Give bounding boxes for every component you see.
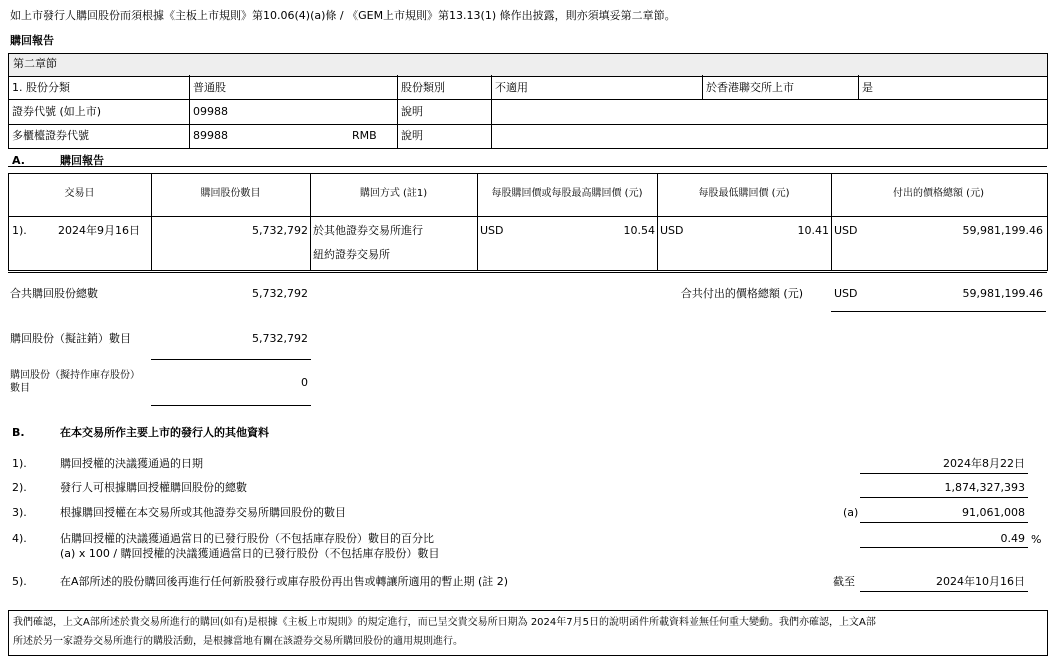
report-title: 購回報告 [10,34,54,47]
b-item-4-unit: % [1031,533,1042,546]
share-type-value: 不適用 [495,81,528,94]
hkex-listed-value: 是 [862,81,873,94]
intro-text: 如上市發行人購回股份而須根據《主板上市規則》第10.06(4)(a)條 / 《GEM上市規則》第13.13(1) 條作出披露，則亦須填妥第二章節。 [10,9,676,22]
header-trade-date: 交易日 [64,188,95,199]
header-max-price: 每股購回價或每股最高購回價 (元) [491,188,643,199]
b-item-1-value: 2024年8月22日 [943,457,1025,470]
total-paid-value: 59,981,199.46 [962,287,1043,300]
header-method: 購回方式 (註1) [359,188,428,199]
share-class-value: 普通股 [193,81,226,94]
share-type-label: 股份類別 [401,81,445,94]
row-min-price: 10.41 [797,224,829,237]
multi-counter-label: 多櫃檯證券代號 [12,129,89,142]
stock-code-value: 09988 [193,105,228,118]
b-item-3-index: 3). [12,506,27,519]
row-trade-date: 2024年9月16日 [58,224,140,237]
multi-counter-currency: RMB [352,129,377,142]
multi-counter-value: 89988 [193,129,228,142]
section2-header [8,53,1048,77]
treasury-shares-label-2: 數目 [10,383,30,394]
row-method-line1: 於其他證券交易所進行 [313,224,423,237]
section-a-title: 購回報告 [60,154,104,167]
section2-title: 第二章節 [13,57,57,70]
confirmation-line-2: 所述於另一家證券交易所進行的購股活動，是根據當地有關在該證券交易所購回股份的適用規則進行。 [13,636,463,647]
b-item-5-value: 2024年10月16日 [936,575,1025,588]
section-b-letter: B. [12,426,25,439]
section-a-letter: A. [12,154,25,167]
cancel-shares-label: 購回股份（擬註銷）數目 [10,332,131,345]
b-item-3-tag: (a) [843,506,859,519]
b-item-5-text: 在A部所述的股份購回後再進行任何新股發行或庫存股份再出售或轉讓所適用的暫止期 (註 2) [60,575,509,588]
total-shares-label: 合共購回股份總數 [10,287,98,300]
multi-counter-desc-label: 說明 [401,129,423,142]
header-total-paid: 付出的價格總額 (元) [893,188,984,199]
row-index: 1). [12,224,27,237]
row-max-price: 10.54 [623,224,655,237]
b-item-3-text: 根據購回授權在本交易所或其他證券交易所購回股份的數目 [60,506,346,519]
b-item-1-text: 購回授權的決議獲通過的日期 [60,457,203,470]
treasury-shares-value: 0 [301,376,308,389]
b-item-1-index: 1). [12,457,27,470]
row-method-line2: 紐約證券交易所 [313,248,390,261]
row-min-currency: USD [660,224,684,237]
treasury-shares-label-1: 購回股份（擬持作庫存股份） [10,370,140,381]
total-paid-label: 合共付出的價格總額 (元) [680,287,803,300]
confirmation-line-1: 我們確認，上文A部所述於貴交易所進行的購回(如有)是根據《主板上市規則》的規定進行，而已呈交貴交易所日期為 2024年7月5日的說明函件所載資料並無任何重大變動。我們亦確認，上文A部 [13,617,876,628]
info-table [8,75,1048,149]
b-item-5-tag: 截至 [833,575,855,588]
total-paid-currency: USD [834,287,858,300]
b-item-2-index: 2). [12,481,27,494]
stock-code-desc-label: 說明 [401,105,423,118]
row-total-currency: USD [834,224,858,237]
total-shares-value: 5,732,792 [252,287,308,300]
b-item-4-text-2: (a) x 100 / 購回授權的決議獲通過當日的已發行股份（不包括庫存股份）數目 [60,547,440,560]
b-item-3-value: 91,061,008 [962,506,1025,519]
row-max-currency: USD [480,224,504,237]
row-total-paid: 59,981,199.46 [962,224,1043,237]
hkex-listed-label: 於香港聯交所上市 [706,81,794,94]
b-item-4-index: 4). [12,532,27,545]
b-item-4-text: 佔購回授權的決議獲通過當日的已發行股份（不包括庫存股份）數目的百分比 [60,532,434,545]
b-item-4-value: 0.49 [1000,532,1025,545]
b-item-2-text: 發行人可根據購回授權購回股份的總數 [60,481,247,494]
b-item-2-value: 1,874,327,393 [944,481,1025,494]
b-item-5-index: 5). [12,575,27,588]
row-shares: 5,732,792 [252,224,308,237]
header-shares: 購回股份數目 [200,188,261,199]
share-class-label: 1. 股份分類 [12,81,70,94]
cancel-shares-value: 5,732,792 [252,332,308,345]
header-min-price: 每股最低購回價 (元) [698,188,790,199]
stock-code-label: 證券代號 (如上市) [12,105,102,118]
section-b-title: 在本交易所作主要上市的發行人的其他資料 [60,426,269,439]
